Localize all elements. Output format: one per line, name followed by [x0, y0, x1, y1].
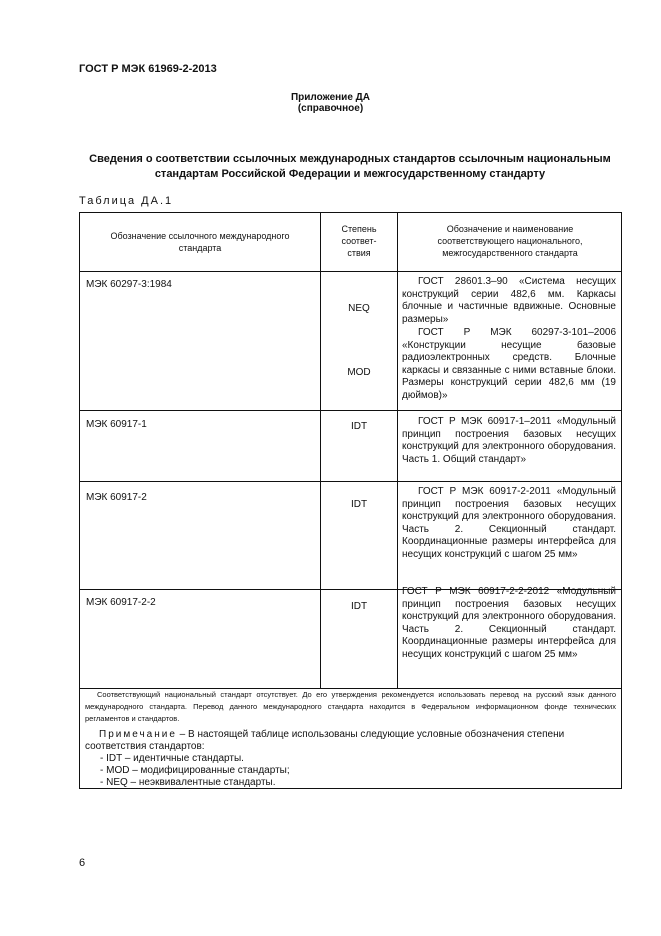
- note-label: Примечание: [99, 729, 177, 740]
- note-item: - NEQ – неэквивалентные стандарты.: [100, 777, 276, 788]
- national-standard-cell: ГОСТ Р МЭК 60297-3-101–2006 «Конструкции несущие базовые радиоэлектронных средств. Блочные каркасы и связанные с ними вставные блоки. Размеры конструкций серии 482,6 мм (19 дюймов)»: [402, 327, 616, 401]
- degree-cell: NEQ: [348, 303, 370, 314]
- national-standard-cell: ГОСТ Р МЭК 60917-2-2011 «Модульный принцип построения базовых несущих конструкций для электронного оборудования. Часть 2. Секционный стандарт. Координационные размеры интерфейса для несущих конструкций с шагом 25 мм»: [402, 486, 616, 560]
- document-title: Сведения о соответствии ссылочных международных стандартов ссылочным национальным стандартам Российской Федерации и межгосударственному стандарту: [89, 153, 611, 180]
- ref-standard-cell: МЭК 60917-1: [86, 419, 147, 430]
- header-national-standard: Обозначение и наименование соответствующего национального, межгосударственного стандарта: [437, 224, 583, 258]
- document-header: ГОСТ Р МЭК 61969-2-2013: [79, 63, 217, 75]
- column-divider: [320, 213, 321, 689]
- degree-cell: IDT: [350, 421, 368, 432]
- national-standard-cell: ГОСТ 28601.3–90 «Система несущих конструкций серии 482,6 мм. Каркасы блочные и частичные вдвижные. Основные размеры»: [402, 276, 616, 325]
- table-footnote: Соответствующий национальный стандарт отсутствует. До его утверждения рекомендуется использовать перевод на русский язык данного международного стандарта. Перевод данного международного стандарта находится в Федеральном информационном фонде технических регламентов и стандартов.: [85, 690, 616, 723]
- table-caption: Таблица ДА.1: [79, 195, 174, 207]
- ref-standard-cell: МЭК 60917-2: [86, 492, 147, 503]
- note-item: - IDT – идентичные стандарты.: [100, 753, 244, 764]
- annex-title: Приложение ДА: [290, 92, 371, 103]
- annex-subtitle: (справочное): [297, 103, 364, 114]
- row-divider: [80, 410, 621, 411]
- national-standard-cell: ГОСТ Р МЭК 60917-1–2011 «Модульный принцип построения базовых несущих конструкций для электронного оборудования. Часть 1. Общий стандарт»: [402, 416, 616, 465]
- note-text: – В настоящей таблице использованы следующие условные обозначения степени соответствия стандартов:: [85, 729, 565, 752]
- note-heading: [85, 729, 616, 753]
- header-degree: Степень соответ-ствия: [341, 224, 377, 258]
- degree-cell: IDT: [350, 601, 368, 612]
- note-item: - MOD – модифицированные стандарты;: [100, 765, 290, 776]
- header-international-standard: Обозначение ссылочного международного стандарта: [110, 231, 290, 253]
- row-divider: [80, 481, 621, 482]
- national-standard-cell: ГОСТ Р МЭК 60917-2-2-2012 «Модульный принцип построения базовых несущих конструкций для электронного оборудования. Часть 2. Секционный стандарт. Координационные размеры интерфейса для несущих конструкций с шагом 25 мм»: [402, 586, 616, 660]
- ref-standard-cell: МЭК 60297-3:1984: [86, 279, 172, 290]
- degree-cell: MOD: [347, 367, 371, 378]
- ref-standard-cell: МЭК 60917-2-2: [86, 597, 156, 608]
- table-note: [85, 729, 616, 789]
- page-number: 6: [79, 857, 86, 869]
- column-divider: [397, 213, 398, 689]
- row-divider: [80, 271, 621, 272]
- degree-cell: IDT: [350, 499, 368, 510]
